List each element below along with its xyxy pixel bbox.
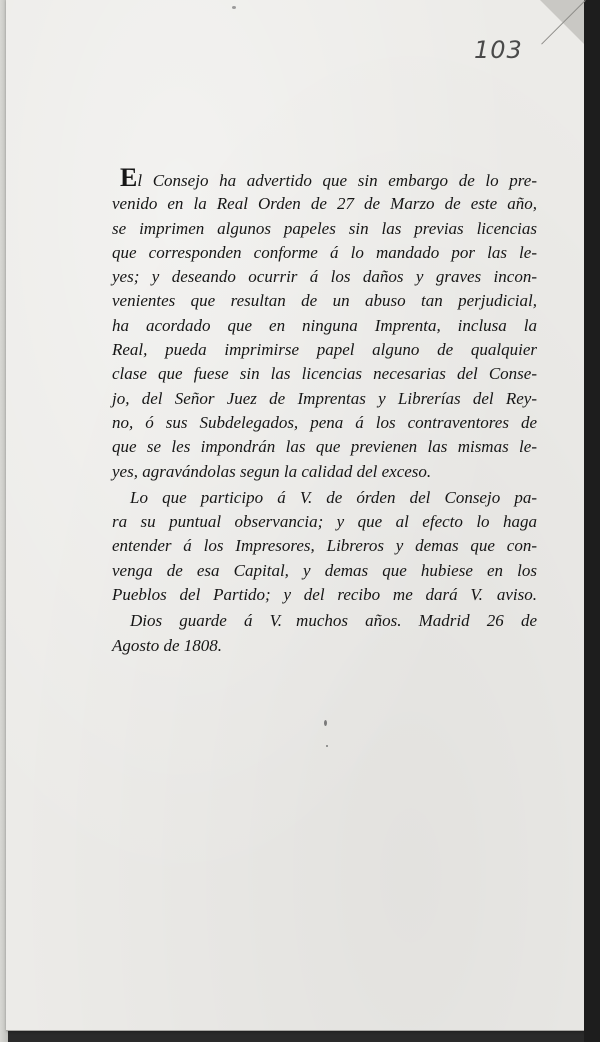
circular-text	[112, 163, 537, 658]
paragraph-3	[112, 609, 537, 658]
text-line-content: de órden del Consejo pa-	[326, 487, 537, 507]
paper-speck	[326, 745, 328, 747]
paper-speck	[324, 720, 327, 726]
text-line: jo, del Señor Juez de Imprentas y Librerías del Rey-	[112, 388, 537, 408]
text-line: Real, pueda imprimirse papel alguno de qualquier	[112, 340, 537, 360]
paper-speck	[232, 6, 236, 9]
text-line: yes; y deseando ocurrir á los daños y graves incon-	[112, 267, 537, 287]
drop-cap: E	[120, 163, 138, 192]
paragraph-2	[112, 486, 537, 607]
text-line-content: Lo que participo á V.	[130, 487, 313, 507]
text-line	[112, 163, 537, 192]
text-line-content: Pueblos del Partido; y del recibo me dará V.	[112, 585, 483, 605]
text-line: que corresponden conforme á lo mandado por las le-	[112, 242, 537, 262]
text-line-content: aviso.	[496, 585, 537, 605]
text-line	[112, 583, 537, 607]
text-line: ha acordado que en ninguna Imprenta, inclusa la	[112, 315, 537, 335]
text-line	[112, 486, 537, 510]
text-line: que se les impondrán las que previenen las mismas le-	[112, 437, 537, 457]
text-line-content: Dios guarde á V.	[130, 611, 283, 631]
text-line: Agosto de 1808.	[112, 635, 223, 655]
text-line: se imprimen algunos papeles sin las previas licencias	[112, 218, 537, 238]
text-line: no, ó sus Subdelegados, pena á los contraventores de	[112, 412, 537, 432]
handwritten-page-number: 103	[474, 36, 523, 64]
text-line: clase que fuese sin las licencias necesarias del Conse-	[112, 364, 537, 384]
text-line: venido en la Real Orden de 27 de Marzo de este año,	[112, 194, 537, 214]
text-line: venientes que resultan de un abuso tan perjudicial,	[112, 291, 537, 311]
text-line-content: muchos años. Madrid 26 de	[296, 611, 537, 631]
scan-right-edge	[584, 0, 600, 1042]
text-line	[112, 609, 537, 633]
text-line: entender á los Impresores, Libreros y demas que con-	[112, 536, 537, 556]
text-line: ra su puntual observancia; y que al efecto lo haga	[112, 512, 537, 532]
text-line: venga de esa Capital, y demas que hubiese en los	[112, 560, 537, 580]
text-line-content: l Consejo ha advertido que sin embargo de lo pre-	[137, 171, 537, 190]
paragraph-1	[112, 163, 537, 484]
text-line: yes, agravándolas segun la calidad del exceso.	[112, 461, 432, 481]
